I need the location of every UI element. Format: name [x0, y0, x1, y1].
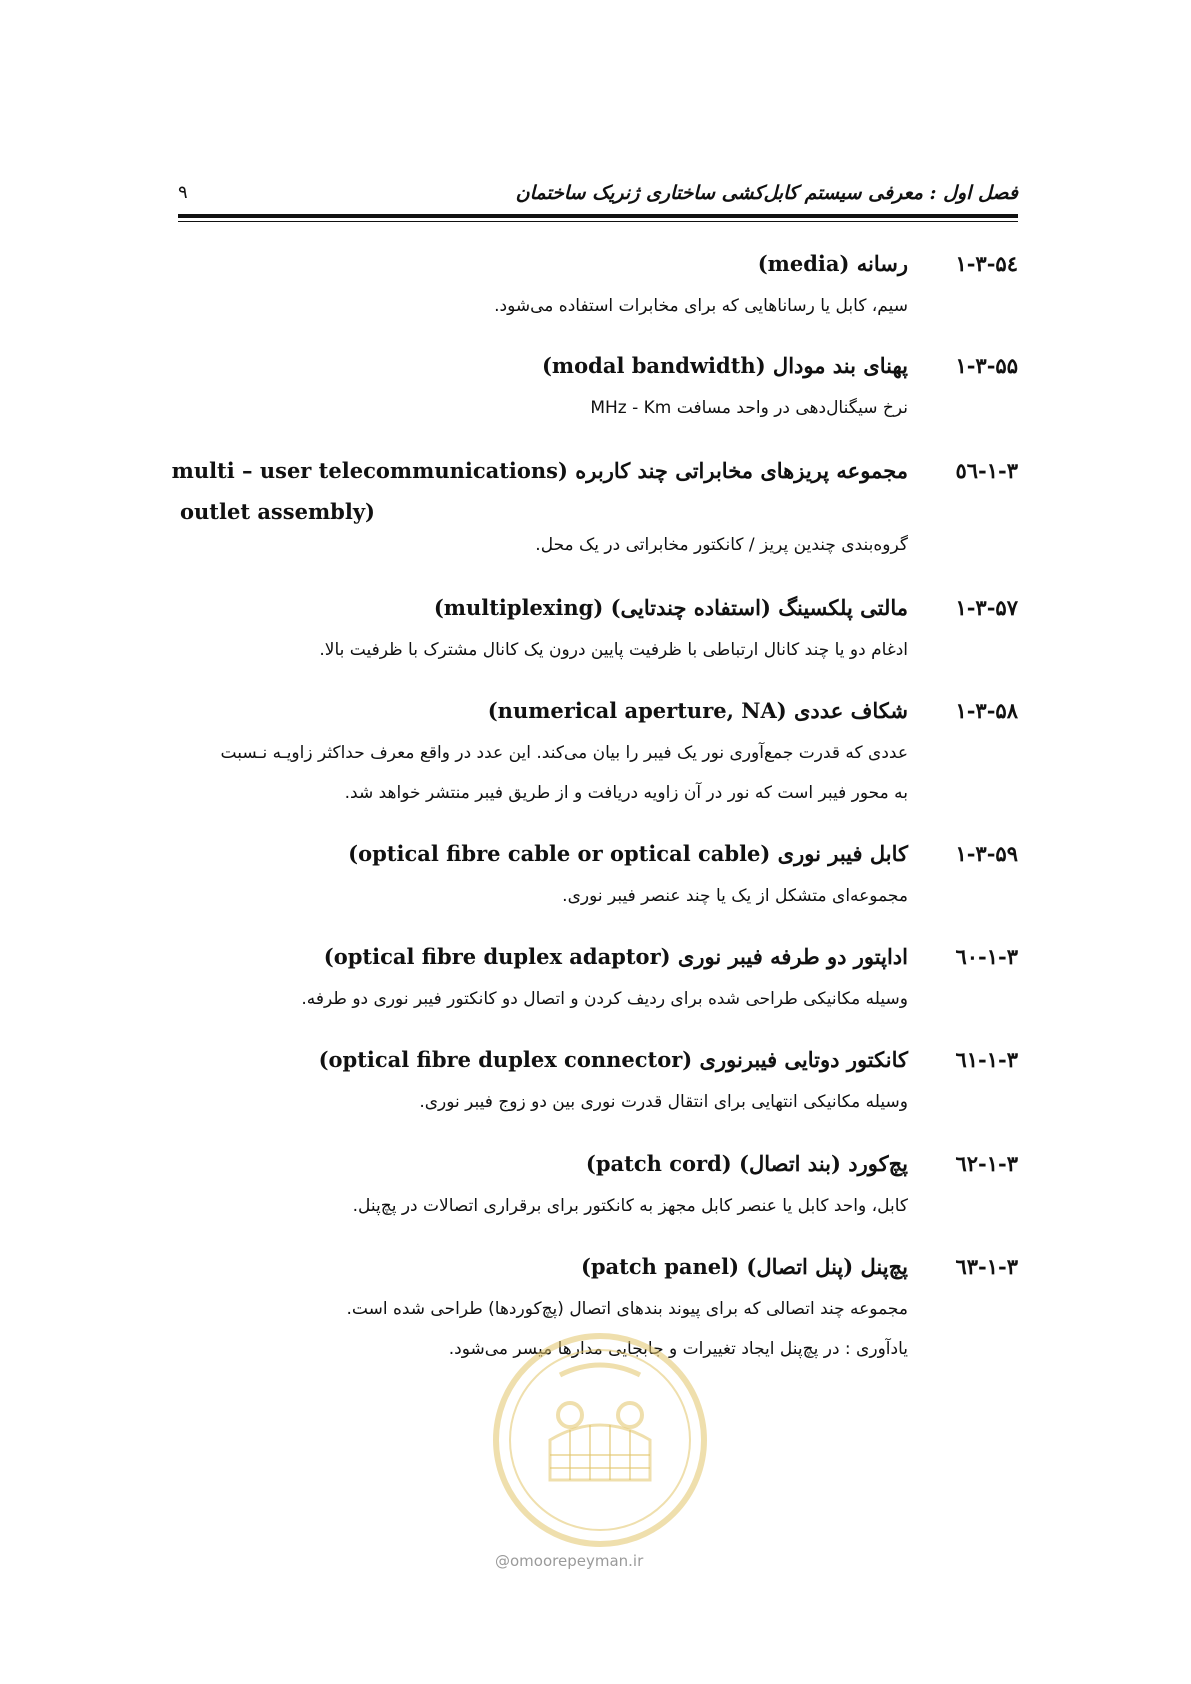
- entry-heading: [172, 458, 1018, 483]
- entry-number: ۱-۳-۵۹: [955, 841, 1018, 866]
- entry-definition: کابل، واحد کابل یا عنصر کابل مجهز به کانکتور برای برقراری اتصالات در پچ‌پنل.: [352, 1196, 908, 1216]
- chapter-title: فصل اول : معرفی سیستم کابل‌کشی ساختاری ژنریک ساختمان: [515, 182, 1018, 204]
- entry-number: ۱-۳-۵۷: [955, 595, 1018, 620]
- entry-title: مجموعه پریزهای مخابراتی چند کاربره (multi – user telecommunications: [171, 458, 908, 483]
- entry-definition: گروه‌بندی چندین پریز / کانکتور مخابراتی در یک محل.: [535, 535, 908, 555]
- entry-title: اداپتور دو طرفه فیبر نوری (optical fibre duplex adaptor): [323, 944, 908, 969]
- entry-number: ۱-۳-٦۰: [955, 944, 1018, 969]
- entry-heading: [542, 353, 1018, 378]
- entry-heading: [319, 1047, 1018, 1072]
- entry-heading: [581, 1254, 1018, 1279]
- entry-heading: [758, 251, 1018, 276]
- entry-title: پچ‌کورد (بند اتصال) (patch cord): [585, 1151, 908, 1176]
- entry-title: مالتی پلکسینگ (استفاده چندتایی) (multiplexing): [433, 595, 908, 620]
- entry-title: کانکتور دوتایی فیبرنوری (optical fibre duplex connector): [318, 1047, 908, 1072]
- entry-definition: مجموعه چند اتصالی که برای پیوند بندهای اتصال (پچ‌کوردها) طراحی شده است.: [346, 1299, 908, 1319]
- entry-definition: ادغام دو یا چند کانال ارتباطی با ظرفیت پایین درون یک کانال مشترک با ظرفیت بالا.: [319, 640, 908, 660]
- entry-number: ۱-۳-۵٤: [955, 251, 1018, 276]
- entry-definition: سیم، کابل یا رساناهایی که برای مخابرات استفاده می‌شود.: [494, 296, 908, 316]
- entry-definition: نرخ سیگنال‌دهی در واحد مسافت MHz - Km: [590, 398, 908, 418]
- page-number: ۹: [178, 182, 188, 203]
- entry-definition: وسیله مکانیکی طراحی شده برای ردیف کردن و اتصال دو کانکتور فیبر نوری دو طرفه.: [301, 989, 908, 1009]
- entry-title: شکاف عددی (numerical aperture, NA): [487, 698, 908, 723]
- entry-number: ۱-۳-٦۱: [955, 1047, 1018, 1072]
- entry-number: ۱-۳-۵۵: [955, 353, 1018, 378]
- entry-definition: به محور فیبر است که نور در آن زاویه دریافت و از طریق فیبر منتشر خواهد شد.: [344, 783, 908, 803]
- entry-definition: وسیله مکانیکی انتهایی برای انتقال قدرت نوری بین دو زوج فیبر نوری.: [419, 1092, 908, 1112]
- entry-number: ۱-۳-٦۳: [955, 1254, 1018, 1279]
- entry-heading: [586, 1151, 1018, 1176]
- watermark-seal-icon: [490, 1330, 710, 1550]
- entry-title: کابل فیبر نوری (optical fibre cable or optical cable): [348, 841, 908, 866]
- entry-title-continued: outlet assembly): [180, 499, 375, 524]
- entry-heading: [324, 944, 1018, 969]
- entry-definition: عددی که قدرت جمع‌آوری نور یک فیبر را بیان می‌کند. این عدد در واقع معرف حداکثر زاویـه نـسبت: [220, 743, 908, 763]
- entry-number: ۱-۳-٥٦: [955, 458, 1018, 483]
- entry-title: پهنای بند مودال (modal bandwidth): [541, 353, 908, 378]
- entry-title: رسانه (media): [757, 251, 908, 276]
- entry-heading: [348, 841, 1018, 866]
- entry-number: ۱-۳-۵۸: [955, 698, 1018, 723]
- entry-number: ۱-۳-٦۲: [955, 1151, 1018, 1176]
- entry-heading: [488, 698, 1018, 723]
- watermark-site: @omoorepeyman.ir: [495, 1552, 644, 1570]
- entry-definition: مجموعه‌ای متشکل از یک یا چند عنصر فیبر نوری.: [562, 886, 908, 906]
- entry-definition: یادآوری : در پچ‌پنل ایجاد تغییرات و جابجایی مدارها میسر می‌شود.: [448, 1339, 908, 1359]
- entry-title: پچ‌پنل (پنل اتصال) (patch panel): [580, 1254, 908, 1279]
- entry-heading: [434, 595, 1018, 620]
